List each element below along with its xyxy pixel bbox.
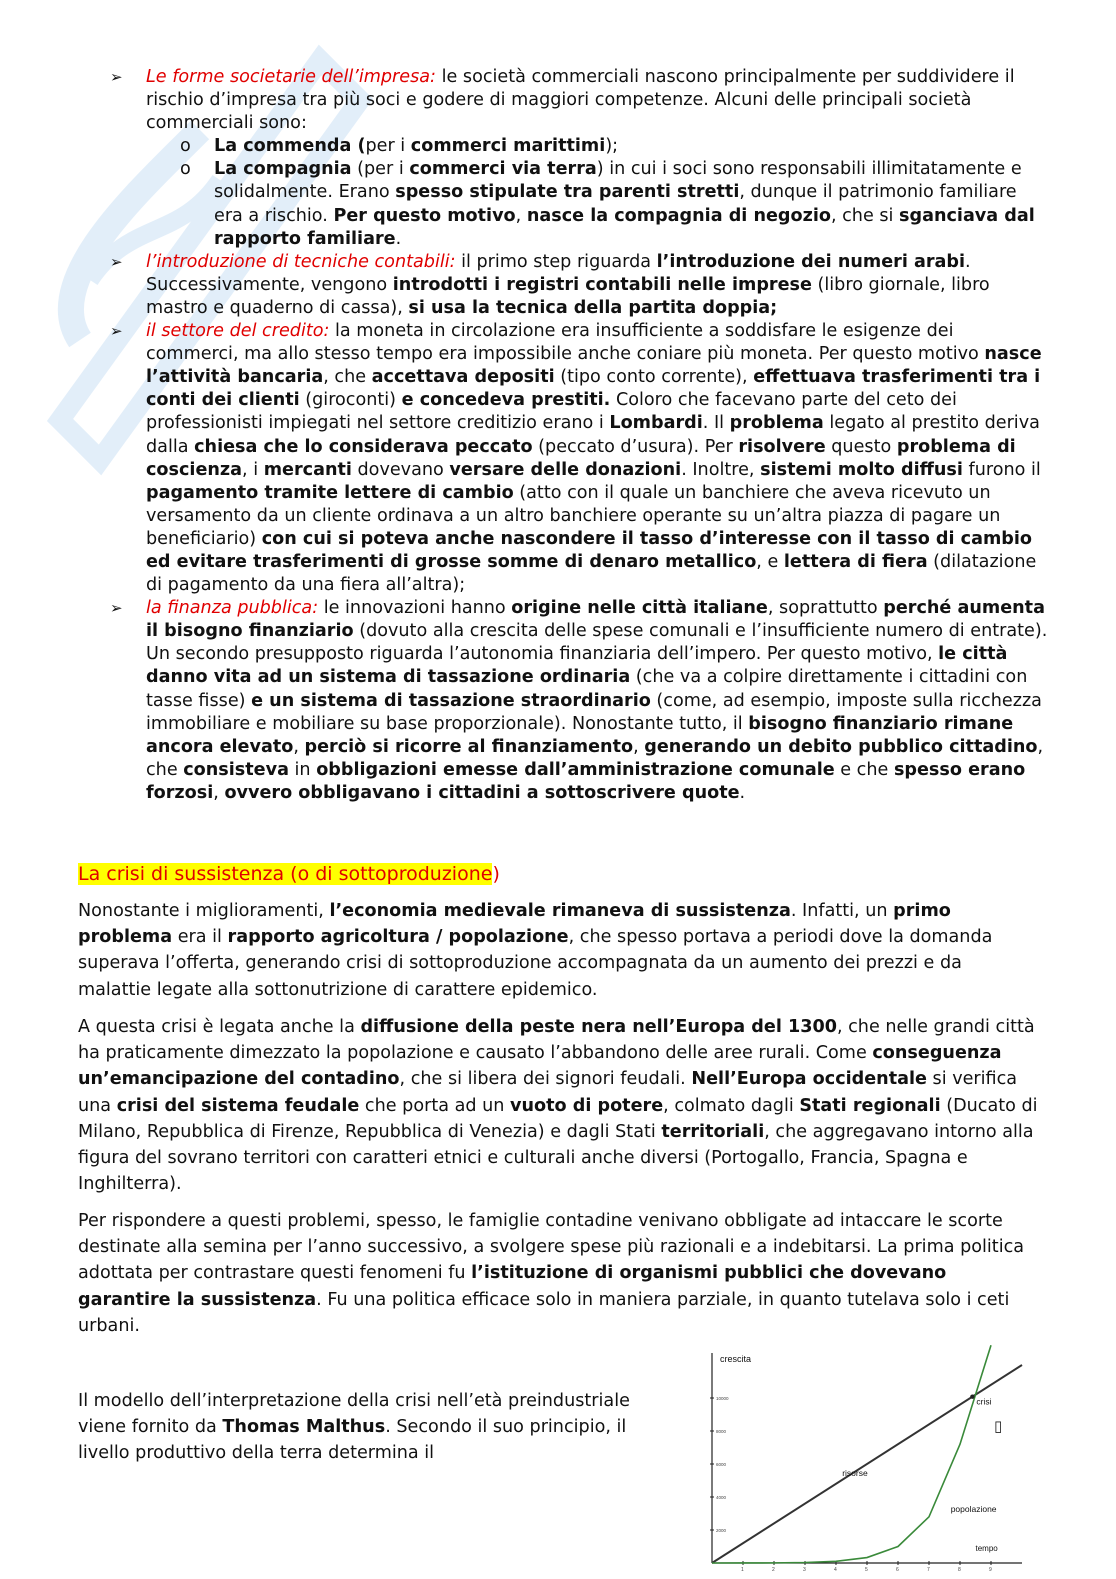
text-run: la moneta in circolazione era insufficiente a soddisfare le esigenze dei commerci, ma allo stesso tempo era impossibile anche coniare più moneta. Per questo motivo (146, 321, 985, 365)
bold-text: commerci via terra (409, 159, 597, 180)
bullet-label: il settore del credito: (146, 321, 330, 342)
text-run: (che va a colpire direttamente i cittadini con tasse fisse) (146, 667, 1028, 711)
bold-text: obbligazioni emesse dall’amministrazione comunale (316, 759, 835, 780)
bullet-label: Le forme societarie dell’impresa: (146, 67, 436, 87)
text-run: , che spesso portava a periodi dove la domanda superava l’offerta, generando crisi di sottoproduzione accompagnata da un aumento dei prezzi e da malattie legate alla sottonutrizione di carattere epidemico. (78, 927, 993, 1000)
text-run: Coloro che facevano parte del ceto dei professionisti impiegati nel settore creditizio erano i (146, 390, 957, 434)
bold-text: perché aumenta il bisogno finanziario (146, 598, 1045, 642)
sub-list-item (180, 158, 1050, 250)
bold-text: con cui si poteva anche nascondere il tasso d’interesse con il tasso di cambio ed evitare trasferimenti di grosse somme di denaro metallico (146, 528, 1033, 572)
bullet-label: la finanza pubblica: (146, 598, 319, 619)
text-run: , che (146, 736, 1044, 780)
text-run: , (293, 736, 305, 757)
bold-text: spesso stipulate tra parenti stretti (395, 182, 740, 203)
arrow-bullet-icon: ➢ (110, 252, 123, 271)
bullet-item (110, 251, 1050, 320)
bold-text: risolvere (738, 436, 826, 457)
text-run: , soprattutto (767, 598, 884, 619)
text-run: ); (605, 136, 619, 157)
text-run: , che si libera dei signori feudali. (399, 1069, 692, 1090)
text-run: si verifica una (78, 1069, 1018, 1116)
bullet-label: l’introduzione di tecniche contabili: (146, 251, 456, 272)
bold-text: problema (729, 413, 824, 434)
x-tick-label: 6 (896, 1567, 899, 1573)
bullet-item (110, 66, 1050, 251)
bold-text: sganciava dal rapporto familiare (214, 205, 1035, 249)
bold-text: rapporto agricoltura / popolazione (227, 927, 569, 948)
y-tick-label: 10000 (716, 1396, 729, 1401)
text-run: . Infatti, un (790, 901, 894, 921)
text-run: (dovuto alla crescita delle spese comunali e l’insufficiente numero di entrate). Un secondo presupposto riguarda l’autonomia finanziaria dell’impero. Per questo motivo, (146, 621, 1048, 665)
text-run: (atto con il quale un banchiere che aveva ricevuto un versamento da un cliente ordinava a un altro banchiere operante su un’altra piazza di pagare un beneficiario) (146, 482, 1001, 549)
paragraph-1 (78, 898, 1040, 1003)
y-tick-label: 2000 (716, 1528, 727, 1533)
text-run: (tipo conto corrente), (554, 367, 754, 388)
text-run: . Secondo il suo principio, il livello produttivo della terra determina il (78, 1417, 627, 1464)
text-run: , che (323, 367, 372, 388)
text-run: (peccato d’usura). Per (532, 436, 739, 457)
bullet-item (110, 597, 1050, 805)
text-run: . (739, 782, 746, 803)
text-run: . (395, 228, 402, 249)
text-run: Nonostante i miglioramenti, (78, 901, 330, 921)
bold-text: lettera di fiera (783, 551, 928, 572)
bold-text: le città danno vita ad un sistema di tassazione ordinaria (146, 644, 1008, 688)
text-run: per i (365, 136, 411, 157)
text-run: (giroconti) (299, 390, 402, 411)
text-run: (Ducato di Milano, Repubblica di Firenze, Repubblica di Venezia) e dagli Stati (78, 1095, 1038, 1142)
text-run: , dunque il patrimonio familiare era a rischio. (214, 182, 1017, 226)
text-run: questo (825, 436, 897, 457)
bold-text: vuoto di potere (510, 1095, 664, 1116)
bold-text: bisogno finanziario rimane ancora elevato (146, 713, 1014, 757)
text-run: , (633, 736, 645, 757)
bold-text: pagamento tramite lettere di cambio (146, 482, 514, 503)
text-run: . Fu una politica efficace solo in maniera parziale, in quanto tutelava solo i ceti urbani. (78, 1289, 1010, 1336)
bold-text: sistemi molto diffusi (760, 459, 963, 480)
bold-text: l’introduzione dei numeri arabi (656, 251, 966, 272)
y-tick-label: 4000 (716, 1495, 727, 1500)
x-tick-label: 3 (803, 1567, 806, 1573)
text-run: (come, ad esempio, imposte sulla ricchezza immobiliare e mobiliare su base proporzionale). Nonostante tutto, il (146, 690, 1042, 734)
x-tick-label: 4 (834, 1567, 837, 1573)
sub-list-item (180, 135, 1050, 158)
bold-text: nasce l’attività bancaria (146, 344, 1042, 388)
bold-text: conseguenza un’emancipazione del contadino (78, 1043, 1002, 1090)
bold-text: generando un debito pubblico cittadino (644, 736, 1038, 757)
text-run: . Il (702, 413, 730, 434)
text-run: era il (172, 927, 228, 948)
text-run: furono il (962, 459, 1041, 480)
section-title (78, 861, 500, 887)
text-run: , i (242, 459, 264, 480)
x-axis-label: tempo (975, 1544, 998, 1553)
x-tick-label: 8 (958, 1567, 961, 1573)
text-run: , (213, 782, 225, 803)
text-run: , che si (830, 205, 900, 226)
y-tick-label: 6000 (716, 1462, 727, 1467)
bold-text: accettava depositi (371, 367, 555, 388)
side-glyph-icon: ▯ (994, 1417, 1003, 1435)
text-run: le innovazioni hanno (318, 598, 512, 619)
bold-text: Nell’Europa occidentale (691, 1069, 927, 1090)
text-run: . Inoltre, (681, 459, 761, 480)
text-run: che porta ad un (359, 1095, 511, 1116)
bold-text: primo problema (78, 901, 951, 948)
bold-text: territoriali (661, 1121, 765, 1142)
bold-text: e un sistema di tassazione straordinario (251, 690, 651, 711)
paragraph-2 (78, 1014, 1040, 1197)
text-run: , che aggregavano intorno alla figura del sovrano territori con caratteri etnici e culturali anche diversi (Portogallo, Francia, Spagna e Inghilterra). (78, 1121, 1034, 1195)
malthus-chart (700, 1345, 1030, 1575)
bold-text: si usa la tecnica della partita doppia; (408, 297, 778, 318)
section-title-text: La crisi di sussistenza (o di sottoproduzione (78, 863, 493, 885)
bold-text: e concedeva prestiti. (401, 390, 611, 411)
x-tick-label: 7 (927, 1567, 930, 1573)
text-run: A questa crisi è legata anche la (78, 1017, 361, 1037)
bold-text: l’economia medievale rimaneva di sussistenza (329, 901, 791, 921)
text-run: (per i (351, 159, 410, 180)
text-run: . Successivamente, vengono (146, 251, 971, 295)
x-tick-label: 2 (772, 1567, 775, 1573)
bold-text: crisi del sistema feudale (116, 1095, 360, 1116)
y-tick-label: 8000 (716, 1429, 727, 1434)
paragraph-4 (78, 1388, 678, 1467)
sub-bullet-marker: o (180, 136, 191, 157)
x-tick-label: 1 (741, 1567, 744, 1573)
bold-text: La commenda ( (214, 136, 366, 157)
text-run: le società commerciali nascono principalmente per suddividere il rischio d’impresa tra più soci e godere di maggiori competenze. Alcuni delle principali società commerciali sono: (146, 67, 1015, 134)
section-title-paren: ) (492, 863, 500, 885)
bold-text: ovvero obbligavano i cittadini a sottoscrivere quote (224, 782, 740, 803)
sub-bullet-marker: o (180, 159, 191, 180)
bold-text: l’istituzione di organismi pubblici che dovevano garantire la sussistenza (78, 1263, 947, 1310)
arrow-bullet-icon: ➢ (110, 599, 123, 618)
text-run: in (288, 759, 317, 780)
arrow-bullet-icon: ➢ (110, 68, 123, 86)
text-run: , che nelle grandi città ha praticamente dimezzato la popolazione e causato l’abbandono delle aree rurali. Come (78, 1017, 1035, 1064)
bold-text: Lombardi (609, 413, 703, 434)
text-run: Il modello dell’interpretazione della crisi nell’età preindustriale viene fornito da (78, 1391, 630, 1438)
bold-text: mercanti (263, 459, 352, 480)
bold-text: Stati regionali (799, 1095, 941, 1116)
bold-text: La compagnia (214, 159, 352, 180)
bullet-item (110, 320, 1050, 597)
bold-text: problema di coscienza (146, 436, 1016, 480)
annotation-risorse: risorse (842, 1467, 868, 1478)
y-axis-label: crescita (720, 1354, 752, 1364)
bold-text: chiesa che lo considerava peccato (194, 436, 533, 457)
x-tick-label: 9 (989, 1567, 992, 1573)
text-run: , e (756, 551, 784, 572)
bold-text: Per questo motivo (333, 205, 516, 226)
crisi-point-marker (970, 1394, 974, 1398)
bold-text: commerci marittimi (410, 136, 606, 157)
text-run: (dilatazione di pagamento da una fiera all’altra); (146, 551, 1037, 596)
bold-text: perciò si ricorre al finanziamento (304, 736, 634, 757)
bold-text: introdotti i registri contabili nelle imprese (392, 274, 812, 295)
text-run: e che (834, 759, 894, 780)
text-run: legato al prestito deriva dalla (146, 413, 1040, 457)
bold-text: versare delle donazioni (449, 459, 682, 480)
annotation-popolazione: popolazione (950, 1503, 997, 1514)
text-run: dovevano (351, 459, 450, 480)
bold-text: origine nelle città italiane (511, 598, 768, 619)
annotation-crisi: crisi (976, 1396, 992, 1407)
x-tick-label: 5 (865, 1567, 868, 1573)
bold-text: effettuava trasferimenti tra i conti dei clienti (146, 367, 1041, 411)
bullet-list (110, 66, 1050, 805)
text-run: (libro giornale, libro mastro e quaderno di cassa), (146, 274, 990, 318)
text-run: ) in cui i soci sono responsabili illimitatamente e solidalmente. Erano (214, 159, 1022, 203)
text-run: , colmato dagli (663, 1095, 800, 1116)
bold-text: diffusione della peste nera nell’Europa del 1300 (360, 1017, 837, 1037)
text-run: , (515, 205, 527, 226)
text-run: il primo step riguarda (455, 251, 657, 272)
bold-text: nasce la compagnia di negozio (526, 205, 831, 226)
bold-text: consisteva (183, 759, 289, 780)
series-line-popolazione (712, 1345, 991, 1563)
bold-text: spesso erano forzosi (146, 759, 1026, 803)
bold-text: Thomas Malthus (222, 1417, 386, 1438)
arrow-bullet-icon: ➢ (110, 322, 123, 341)
paragraph-3 (78, 1208, 1040, 1339)
text-run: Per rispondere a questi problemi, spesso, le famiglie contadine venivano obbligate ad intaccare le scorte destinate alla semina per l’anno successivo, a svolgere spese più razionali e a indebitarsi. La prima politica adottata per contrastare questi fenomeni fu (78, 1211, 1025, 1284)
sub-list (146, 135, 1050, 250)
